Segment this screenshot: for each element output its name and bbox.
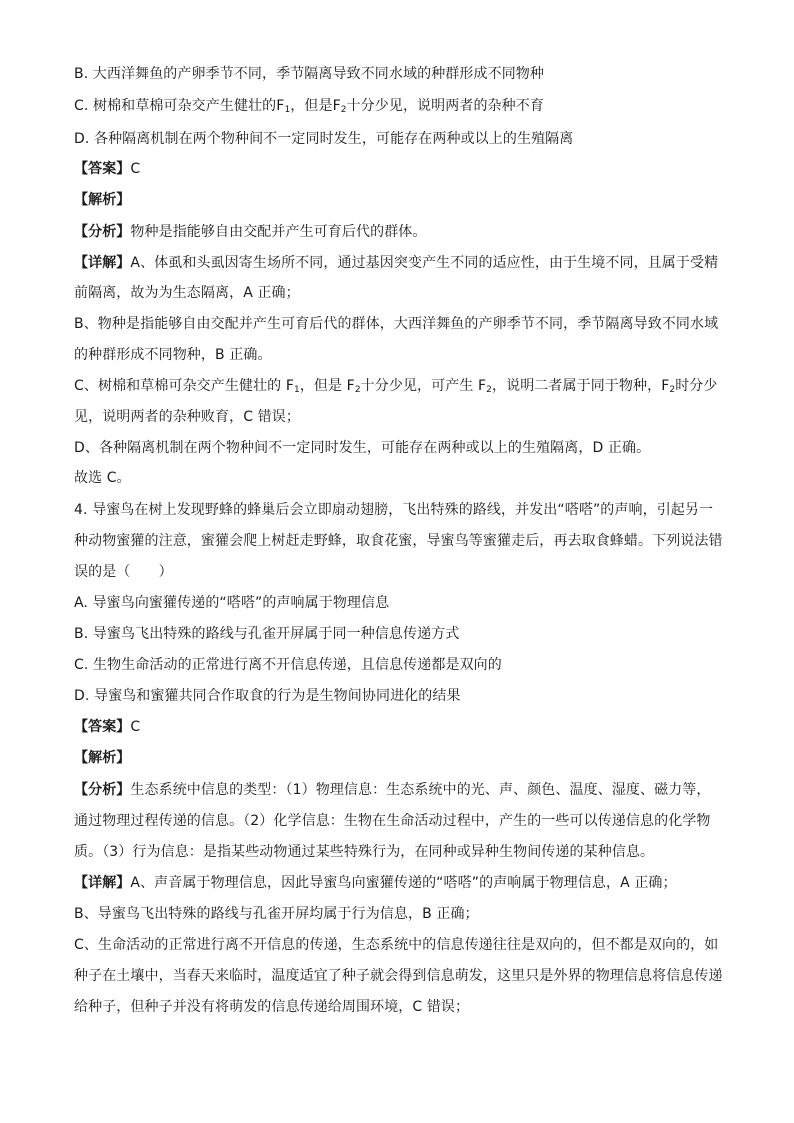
q4-option-c: C. 生物生命活动的正常进行离不开信息传递，且信息传递都是双向的 <box>74 657 502 673</box>
text-segment: C. 树棉和草棉可杂交产生健壮的F <box>74 98 285 114</box>
q4-analysis-tag <box>74 748 724 768</box>
text-segment: A、声音属于物理信息，因此导蜜鸟向蜜獾传递的“嗒嗒”的声响属于物理信息，A 正确； <box>130 875 677 891</box>
q3-conclusion: 故选 C。 <box>74 470 131 486</box>
q4-xiangjie-a <box>74 873 724 893</box>
q3-xiangjie-b-line2: 的种群形成不同物种，B 正确。 <box>74 347 272 363</box>
fenxi-tag: 【分析】 <box>74 224 131 240</box>
q3-xiangjie-a-line2: 前隔离，故为为生态隔离，A 正确； <box>74 285 300 301</box>
answer-value: C <box>130 161 141 177</box>
q3-xiangjie-c-line1 <box>74 376 724 396</box>
q4-stem-line3: 误的是（ ） <box>74 564 173 580</box>
fenxi-tag: 【分析】 <box>74 782 131 798</box>
subscript: 1 <box>293 385 300 395</box>
q3-analysis-tag <box>74 190 724 210</box>
q3-option-d: D. 各种隔离机制在两个物种间不一定同时发生，可能存在两种或以上的生殖隔离 <box>74 131 574 147</box>
q4-answer <box>74 717 724 737</box>
subscript: 2 <box>354 385 361 395</box>
xiangjie-tag: 【详解】 <box>74 875 131 891</box>
q3-xiangjie-a-line1 <box>74 253 724 273</box>
answer-value: C <box>130 719 141 735</box>
subscript: 2 <box>340 105 347 115</box>
q4-option-b: B. 导蜜鸟飞出特殊的路线与孔雀开屏属于同一种信息传递方式 <box>74 626 460 642</box>
text-segment: ，但是F <box>290 98 341 114</box>
q4-option-a: A. 导蜜鸟向蜜獾传递的“嗒嗒”的声响属于物理信息 <box>74 595 390 611</box>
q3-xiangjie-b-line1: B、物种是指能够自由交配并产生可育后代的群体，大西洋舞鱼的产卵季节不同，季节隔离导致不同水域 <box>74 316 719 332</box>
q4-xiangjie-c-line2: 种子在土壤中，当春天来临时，温度适宜了种子就会得到信息萌发，这里只是外界的物理信息将信息传递 <box>74 968 723 984</box>
text-segment: A、体虱和头虱因寄生场所不同，通过基因突变产生不同的适应性，由于生境不同，且属于受精 <box>130 255 719 271</box>
q3-answer <box>74 159 724 179</box>
answer-tag: 【答案】 <box>74 161 131 177</box>
q4-fenxi-line3: 质。（3）行为信息：是指某些动物通过某些特殊行为，在同种或异种生物间传递的某种信息。 <box>74 844 655 860</box>
subscript: 2 <box>669 385 676 395</box>
text-segment: ，说明二者属于同于物种，F <box>492 378 670 394</box>
answer-tag: 【答案】 <box>74 719 131 735</box>
text-segment: 时分少 <box>675 378 718 394</box>
analysis-tag: 【解析】 <box>74 750 131 766</box>
q3-fenxi <box>74 222 724 242</box>
q4-stem-line2: 种动物蜜獾的注意，蜜獾会爬上树赶走野蜂，取食花蜜，导蜜鸟等蜜獾走后，再去取食蜂蜡。下列说法错 <box>74 533 723 549</box>
q3-option-c <box>74 96 724 116</box>
text-segment: ，但是 F <box>299 378 355 394</box>
text-segment: 生态系统中信息的类型：（1）物理信息：生态系统中的光、声、颜色、温度、湿度、磁力等， <box>130 782 711 798</box>
q4-stem-line1: 4. 导蜜鸟在树上发现野蜂的蜂巢后会立即扇动翅膀，飞出特殊的路线，并发出“嗒嗒”的声响，引起另一 <box>74 502 714 518</box>
text-segment: C、树棉和草棉可杂交产生健壮的 F <box>74 378 294 394</box>
q4-fenxi-line1 <box>74 780 724 800</box>
q4-xiangjie-c-line3: 给种子，但种子并没有将萌发的信息传递给周围环境，C 错误； <box>74 999 470 1015</box>
q4-xiangjie-c-line1: C、生命活动的正常进行离不开信息的传递，生态系统中的信息传递往往是双向的，但不都是双向的，如 <box>74 937 719 953</box>
xiangjie-tag: 【详解】 <box>74 255 131 271</box>
q4-xiangjie-b: B、导蜜鸟飞出特殊的路线与孔雀开屏均属于行为信息，B 正确； <box>74 906 479 922</box>
text-segment: 十分少见，可产生 F <box>360 378 487 394</box>
subscript: 1 <box>284 105 291 115</box>
q3-xiangjie-d: D、各种隔离机制在两个物种间不一定同时发生，可能存在两种或以上的生殖隔离，D 正确。 <box>74 440 651 456</box>
text-segment: 十分少见，说明两者的杂种不育 <box>346 98 544 114</box>
q4-fenxi-line2: 通过物理过程传递的信息。（2）化学信息：生物在生命活动过程中，产生的一些可以传递信息的化学物 <box>74 813 711 829</box>
q3-xiangjie-c-line2: 见，说明两者的杂种败育，C 错误； <box>74 409 300 425</box>
q4-option-d: D. 导蜜鸟和蜜獾共同合作取食的行为是生物间协同进化的结果 <box>74 688 461 704</box>
analysis-tag: 【解析】 <box>74 192 131 208</box>
fenxi-text: 物种是指能够自由交配并产生可育后代的群体。 <box>130 224 427 240</box>
subscript: 2 <box>486 385 492 395</box>
q3-option-b: B. 大西洋舞鱼的产卵季节不同，季节隔离导致不同水域的种群形成不同物种 <box>74 66 545 82</box>
